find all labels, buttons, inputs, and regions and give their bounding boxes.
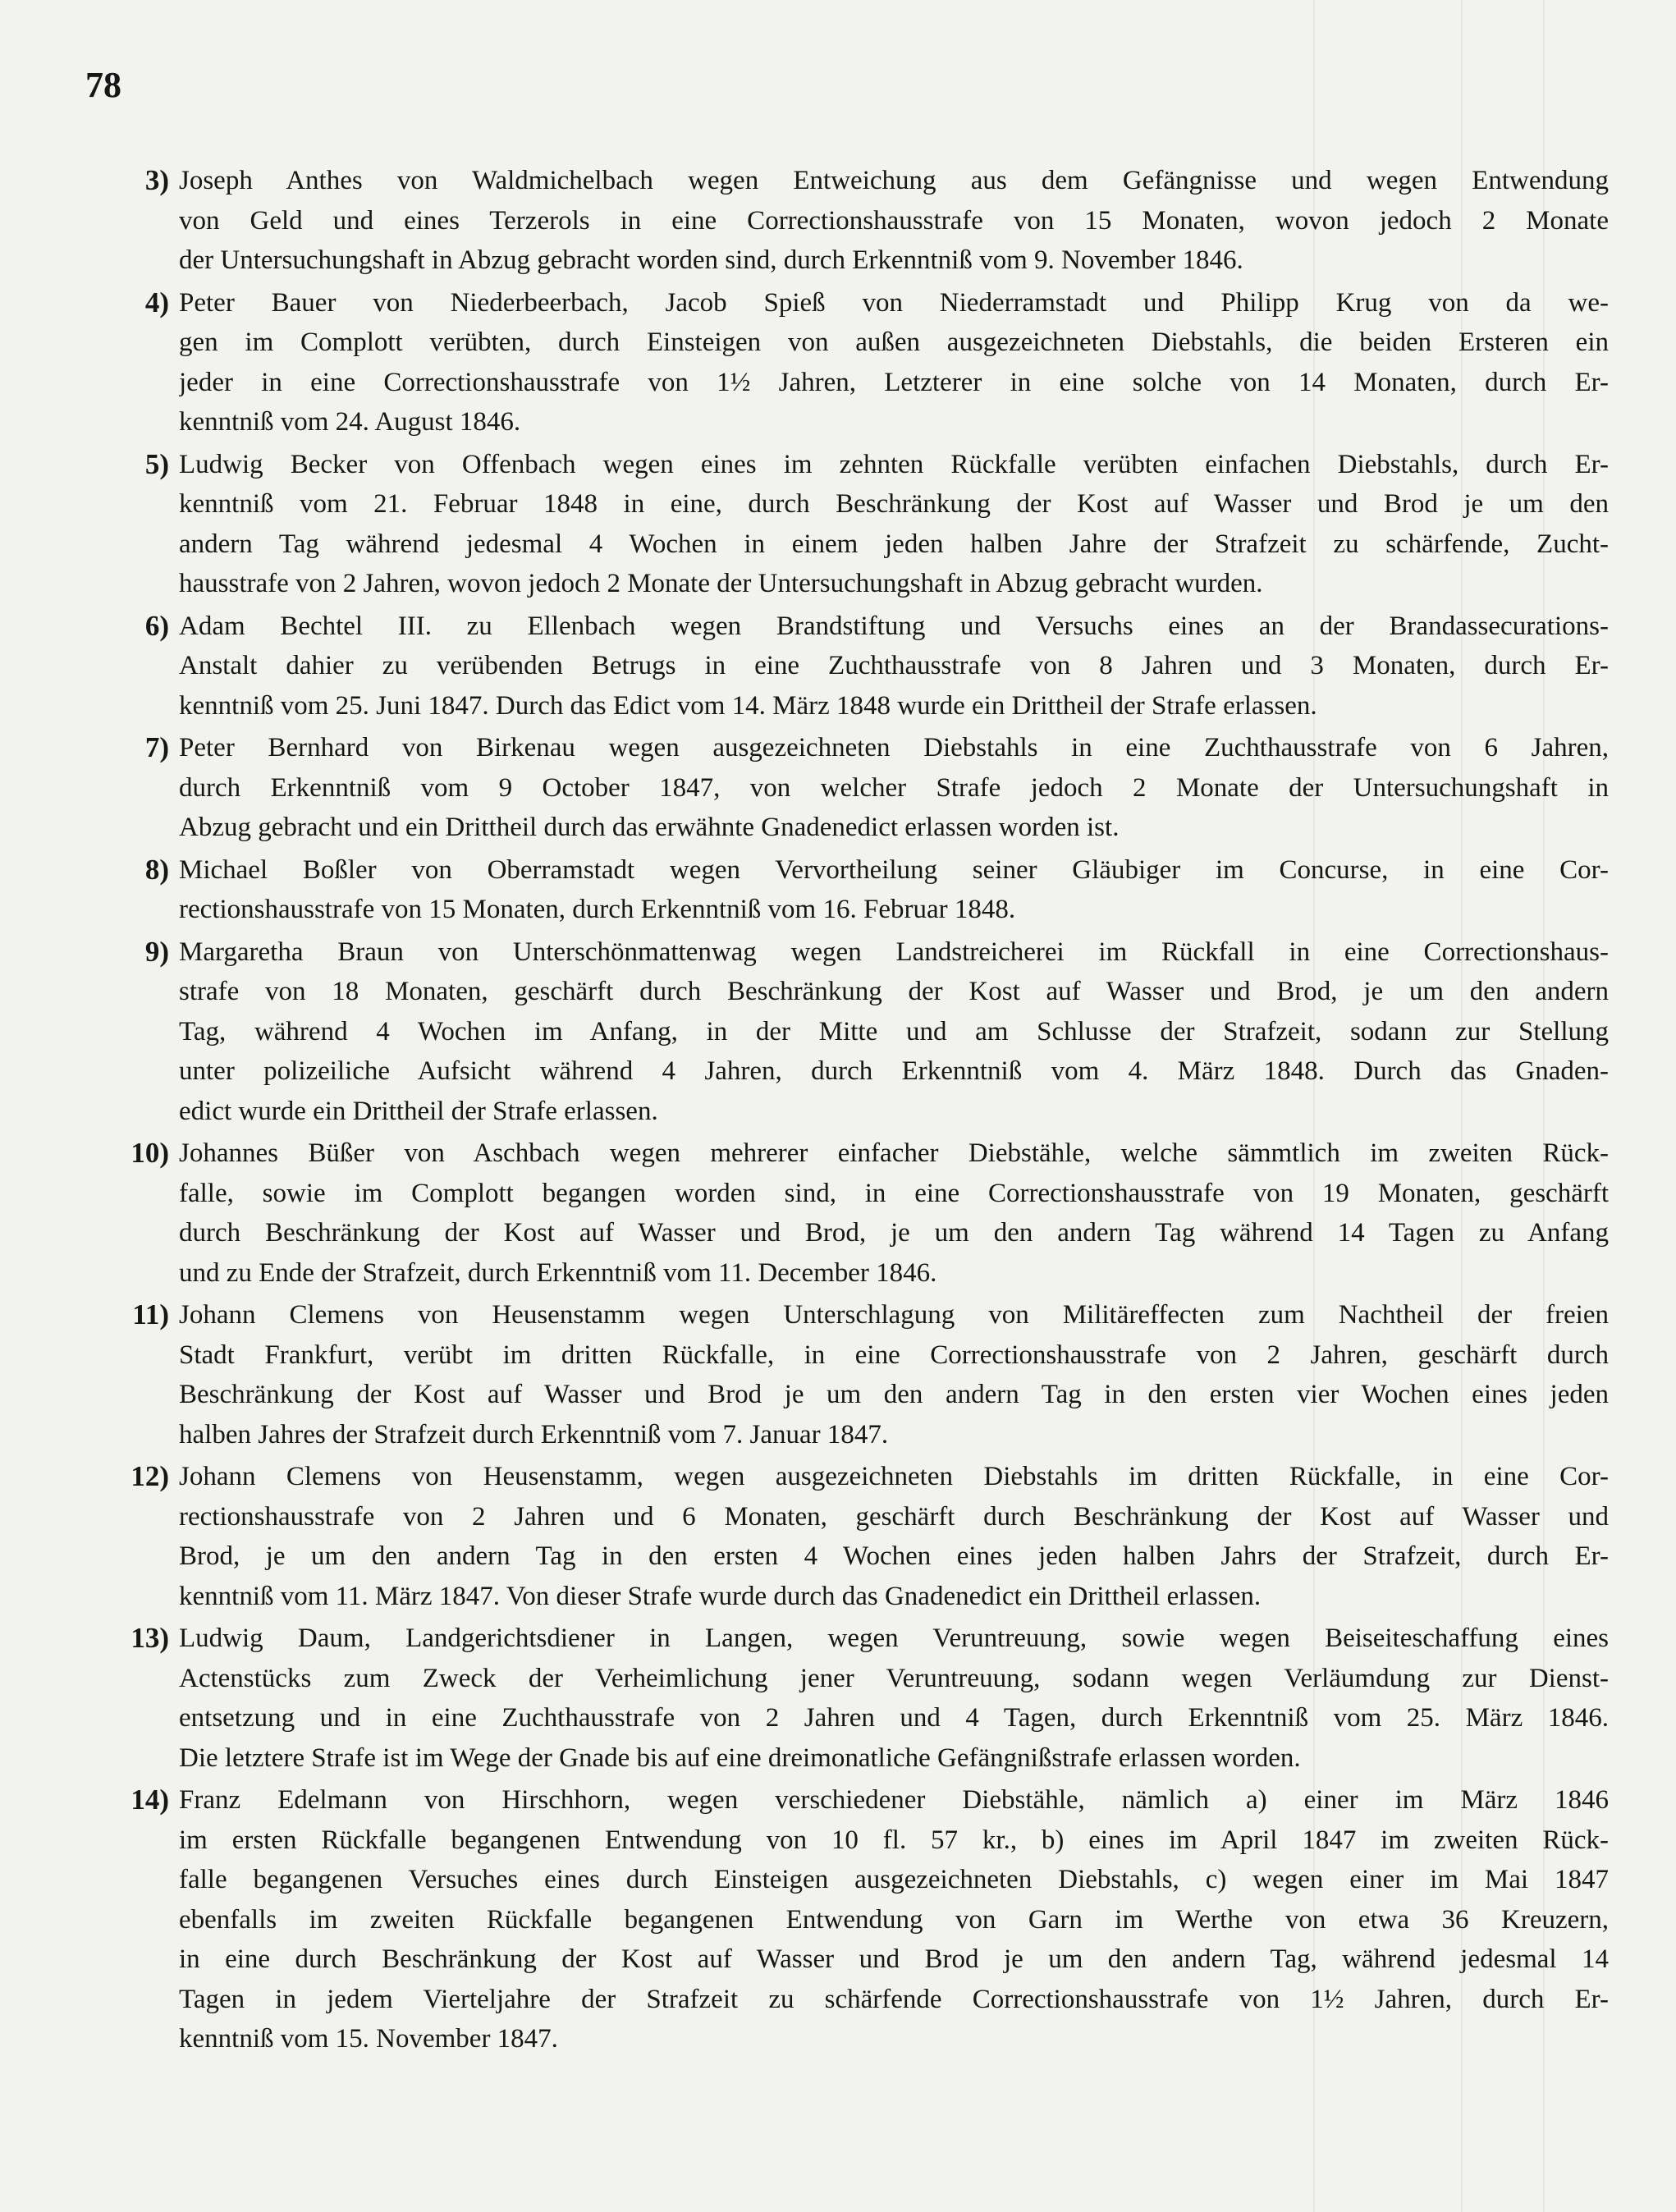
entry-number: 7): [144, 731, 169, 763]
text-line: ebenfalls im zweiten Rückfalle begangenen Entwendung von Garn im Werthe von etwa 36 Kreuzern,: [179, 1904, 1609, 1935]
text-line: Peter Bernhard von Birkenau wegen ausgezeichneten Diebstahls in eine Zuchthausstrafe von 6 Jahren,: [179, 733, 1609, 763]
text-line: Johann Clemens von Heusenstamm, wegen ausgezeichneten Diebstahls im dritten Rückfalle, in eine Cor-: [179, 1462, 1609, 1491]
entry-text: [179, 1457, 1609, 1616]
text-line: rectionshausstrafe von 15 Monaten, durch Erkenntniß vom 16. Februar 1848.: [179, 895, 1016, 924]
entry-text: [179, 161, 1609, 281]
entry-text: [179, 932, 1609, 1132]
list-item: [98, 850, 1609, 930]
entry-number: 6): [144, 609, 169, 642]
text-line: Ludwig Daum, Landgerichtsdiener in Langen, wegen Veruntreuung, sowie wegen Beiseiteschaffung eines: [179, 1624, 1609, 1653]
entry-number: 12): [131, 1460, 169, 1492]
page-number: 78: [85, 65, 121, 105]
entry-text: [179, 728, 1609, 848]
entry-number: 10): [131, 1137, 169, 1169]
entry-text: [179, 1133, 1609, 1293]
text-line: Tagen in jedem Vierteljahre der Strafzeit zu schärfende Correctionshausstrafe von 1½ Jahren, durch Er-: [179, 1984, 1609, 2014]
text-line: im ersten Rückfalle begangenen Entwendung von 10 fl. 57 kr., b) eines im April 1847 im zweiten Rück-: [179, 1825, 1609, 1855]
entry-number: 5): [144, 447, 169, 480]
text-line: strafe von 18 Monaten, geschärft durch Beschränkung der Kost auf Wasser und Brod, je um den andern: [179, 977, 1609, 1006]
text-line: andern Tag während jedesmal 4 Wochen in einem jeden halben Jahre der Strafzeit zu schärfende, Zucht-: [179, 529, 1609, 559]
text-line: Michael Boßler von Oberramstadt wegen Vervortheilung seiner Gläubiger im Concurse, in eine Cor-: [179, 854, 1609, 885]
text-line: Anstalt dahier zu verübenden Betrugs in eine Zuchthausstrafe von 8 Jahren und 3 Monaten, durch Er-: [179, 651, 1609, 680]
entry-number: 8): [144, 853, 169, 886]
entry-text: [179, 1780, 1609, 2059]
text-line: unter polizeiliche Aufsicht während 4 Jahren, durch Erkenntniß vom 4. März 1848. Durch das Gnaden-: [179, 1056, 1609, 1086]
text-line: Stadt Frankfurt, verübt im dritten Rückfalle, in eine Correctionshausstrafe von 2 Jahren, geschärft durch: [179, 1340, 1609, 1370]
text-line: Die letztere Strafe ist im Wege der Gnade bis auf eine dreimonatliche Gefängnißstrafe erlassen worden.: [179, 1743, 1301, 1773]
list-item: [98, 1619, 1609, 1778]
text-line: Joseph Anthes von Waldmichelbach wegen Entweichung aus dem Gefängnisse und wegen Entwendung: [179, 166, 1609, 195]
entry-text: [179, 607, 1609, 726]
entry-number: 11): [132, 1298, 169, 1330]
entry-number: 14): [131, 1784, 169, 1816]
entry-number: 3): [144, 164, 169, 196]
entry-text: [179, 283, 1609, 442]
text-line: Brod, je um den andern Tag in den ersten 4 Wochen eines jeden halben Jahrs der Strafzeit, durch Er-: [179, 1541, 1609, 1571]
text-line: gen im Complott verübten, durch Einsteigen von außen ausgezeichneten Diebstahls, die beiden Ersteren ein: [179, 327, 1609, 357]
entry-text: [179, 445, 1609, 604]
text-line: kenntniß vom 21. Februar 1848 in eine, durch Beschränkung der Kost auf Wasser und Brod je um den: [179, 489, 1609, 519]
entry-text: [179, 850, 1609, 930]
list-item: [98, 1295, 1609, 1454]
text-line: kenntniß vom 15. November 1847.: [179, 2024, 558, 2054]
text-line: Tag, während 4 Wochen im Anfang, in der Mitte und am Schlusse der Strafzeit, sodann zur Stellung: [179, 1016, 1609, 1046]
text-line: von Geld und eines Terzerols in eine Correctionshausstrafe von 15 Monaten, wovon jedoch 2 Monate: [179, 205, 1609, 236]
entry-text: [179, 1619, 1609, 1778]
list-item: [98, 445, 1609, 604]
text-line: durch Erkenntniß vom 9 October 1847, von welcher Strafe jedoch 2 Monate der Untersuchungshaft in: [179, 772, 1609, 803]
text-line: entsetzung und in eine Zuchthausstrafe von 2 Jahren und 4 Tagen, durch Erkenntniß vom 25. März 1846.: [179, 1703, 1609, 1733]
entry-list: [98, 161, 1609, 2062]
list-item: [98, 1133, 1609, 1293]
text-line: Adam Bechtel III. zu Ellenbach wegen Brandstiftung und Versuchs eines an der Brandassecurations-: [179, 611, 1609, 641]
text-line: Johann Clemens von Heusenstamm wegen Unterschlagung von Militäreffecten zum Nachtheil der freien: [179, 1300, 1609, 1330]
list-item: [98, 607, 1609, 726]
text-line: jeder in eine Correctionshausstrafe von 1½ Jahren, Letzterer in eine solche von 14 Monaten, durch Er-: [179, 367, 1609, 397]
text-line: Margaretha Braun von Unterschönmattenwag wegen Landstreicherei im Rückfall in eine Correctionshaus-: [179, 937, 1609, 967]
list-item: [98, 161, 1609, 281]
text-line: Actenstücks zum Zweck der Verheimlichung jener Veruntreuung, sodann wegen Verläumdung zur Dienst-: [179, 1663, 1609, 1693]
list-item: [98, 1780, 1609, 2059]
text-line: der Untersuchungshaft in Abzug gebracht worden sind, durch Erkenntniß vom 9. November 1846.: [179, 245, 1243, 275]
text-line: hausstrafe von 2 Jahren, wovon jedoch 2 Monate der Untersuchungshaft in Abzug gebracht wurden.: [179, 569, 1263, 598]
list-item: [98, 932, 1609, 1132]
entry-number: 13): [131, 1622, 169, 1654]
text-line: kenntniß vom 24. August 1846.: [179, 407, 521, 437]
text-line: kenntniß vom 25. Juni 1847. Durch das Edict vom 14. März 1848 wurde ein Drittheil der Strafe erlassen.: [179, 690, 1317, 721]
text-line: Johannes Büßer von Aschbach wegen mehrerer einfacher Diebstähle, welche sämmtlich im zweiten Rück-: [179, 1138, 1609, 1168]
list-item: [98, 1457, 1609, 1616]
text-line: Peter Bauer von Niederbeerbach, Jacob Spieß von Niederramstadt und Philipp Krug von da we-: [179, 287, 1609, 318]
text-line: Ludwig Becker von Offenbach wegen eines im zehnten Rückfalle verübten einfachen Diebstahls, durch Er-: [179, 449, 1609, 479]
text-line: edict wurde ein Drittheil der Strafe erlassen.: [179, 1096, 658, 1126]
text-line: durch Beschränkung der Kost auf Wasser und Brod, je um den andern Tag während 14 Tagen zu Anfang: [179, 1218, 1609, 1248]
text-line: falle begangenen Versuches eines durch Einsteigen ausgezeichneten Diebstahls, c) wegen einer im Mai 1847: [179, 1865, 1609, 1894]
list-item: [98, 728, 1609, 848]
entry-number: 4): [144, 286, 169, 318]
text-line: halben Jahres der Strafzeit durch Erkenntniß vom 7. Januar 1847.: [179, 1419, 889, 1449]
text-line: Franz Edelmann von Hirschhorn, wegen verschiedener Diebstähle, nämlich a) einer im März 1846: [179, 1785, 1609, 1815]
text-line: in eine durch Beschränkung der Kost auf Wasser und Brod je um den andern Tag, während jedesmal 14: [179, 1944, 1609, 1974]
list-item: [98, 283, 1609, 442]
text-line: Abzug gebracht und ein Drittheil durch das erwähnte Gnadenedict erlassen worden ist.: [179, 813, 1120, 842]
entry-text: [179, 1295, 1609, 1454]
entry-number: 9): [144, 935, 169, 968]
text-line: falle, sowie im Complott begangen worden sind, in eine Correctionshausstrafe von 19 Monaten, geschärft: [179, 1178, 1609, 1208]
text-line: rectionshausstrafe von 2 Jahren und 6 Monaten, geschärft durch Beschränkung der Kost auf Wasser und: [179, 1501, 1609, 1532]
text-line: kenntniß vom 11. März 1847. Von dieser Strafe wurde durch das Gnadenedict ein Drittheil erlassen.: [179, 1581, 1262, 1611]
text-line: Beschränkung der Kost auf Wasser und Brod je um den andern Tag in den ersten vier Wochen eines jeden: [179, 1380, 1609, 1409]
text-line: und zu Ende der Strafzeit, durch Erkenntniß vom 11. December 1846.: [179, 1257, 937, 1288]
